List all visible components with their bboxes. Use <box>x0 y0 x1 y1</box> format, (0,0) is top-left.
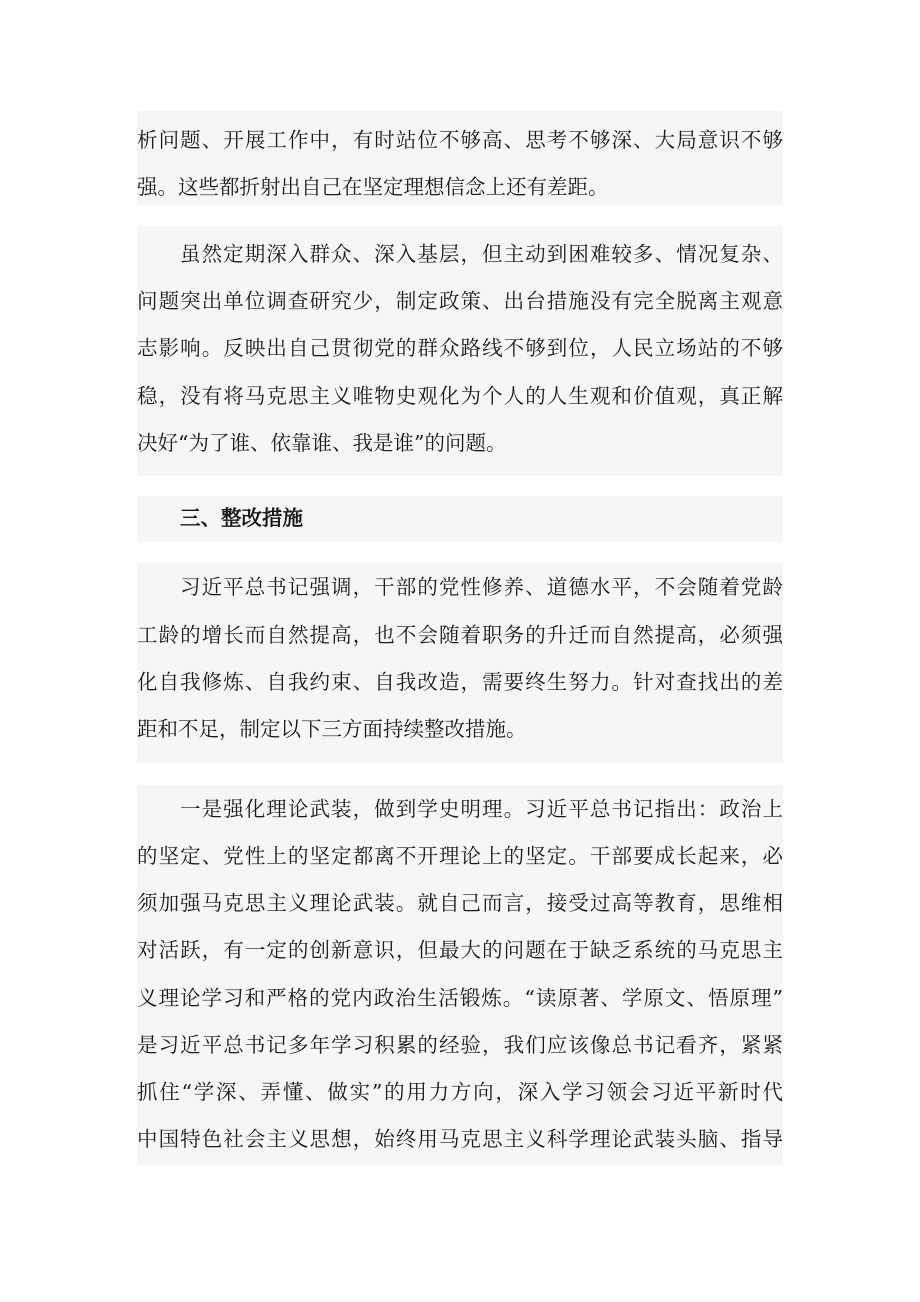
paragraph-block-4 <box>137 785 783 1165</box>
paragraph-line: 对活跃，有一定的创新意识，但最大的问题在于缺乏系统的马克思主 <box>137 938 783 962</box>
paragraph-line: 虽然定期深入群众、深入基层，但主动到困难较多、情况复杂、 <box>180 242 783 266</box>
paragraph-line: 化自我修炼、自我约束、自我改造，需要终生努力。针对查找出的差 <box>137 670 783 694</box>
paragraph-line: 是习近平总书记多年学习积累的经验，我们应该像总书记看齐，紧紧 <box>137 1033 783 1057</box>
paragraph-line: 抓住“学深、弄懂、做实”的用力方向，深入学习领会习近平新时代 <box>137 1080 783 1104</box>
paragraph-block-3 <box>137 563 783 763</box>
paragraph-line: 义理论学习和严格的党内政治生活锻炼。“读原著、学原文、悟原理” <box>137 986 783 1010</box>
paragraph-block-2 <box>137 226 783 476</box>
paragraph-line: 析问题、开展工作中，有时站位不够高、思考不够深、大局意识不够 <box>137 128 783 152</box>
paragraph-line: 须加强马克思主义理论武装。就自己而言，接受过高等教育，思维相 <box>137 891 783 915</box>
section-heading-block <box>137 496 783 542</box>
paragraph-line: 强。这些都折射出自己在坚定理想信念上还有差距。 <box>137 175 609 199</box>
paragraph-line: 工龄的增长而自然提高，也不会随着职务的升迁而自然提高，必须强 <box>137 623 783 647</box>
paragraph-line: 的坚定、党性上的坚定都离不开理论上的坚定。干部要成长起来，必 <box>137 844 783 868</box>
paragraph-block-1 <box>137 110 783 205</box>
paragraph-line: 距和不足，制定以下三方面持续整改措施。 <box>137 717 527 741</box>
paragraph-line: 问题突出单位调查研究少，制定政策、出台措施没有完全脱离主观意 <box>137 289 783 313</box>
paragraph-line: 志影响。反映出自己贯彻党的群众路线不够到位，人民立场站的不够 <box>137 336 783 360</box>
paragraph-line: 稳，没有将马克思主义唯物史观化为个人的人生观和价值观，真正解 <box>137 384 783 408</box>
paragraph-line: 习近平总书记强调，干部的党性修养、道德水平，不会随着党龄 <box>180 575 783 599</box>
section-heading: 三、整改措施 <box>180 506 303 530</box>
paragraph-line: 决好“为了谁、依靠谁、我是谁”的问题。 <box>137 431 507 455</box>
paragraph-line: 一是强化理论武装，做到学史明理。习近平总书记指出：政治上 <box>180 797 783 821</box>
paragraph-line: 中国特色社会主义思想，始终用马克思主义科学理论武装头脑、指导 <box>137 1127 783 1151</box>
